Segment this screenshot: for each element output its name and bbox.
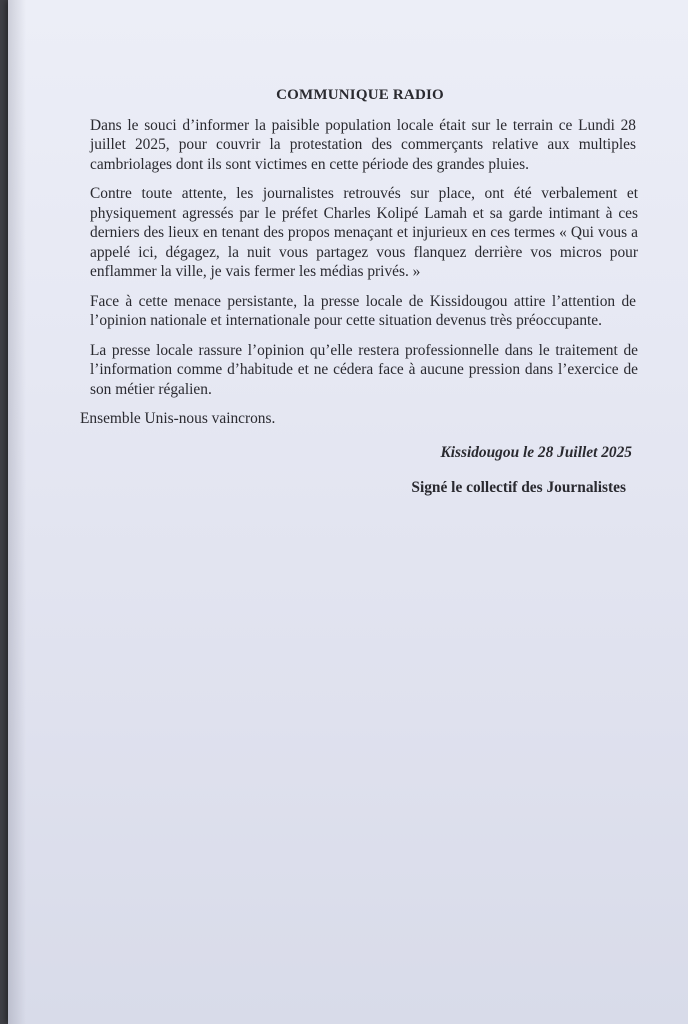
paragraph-alert: Face à cette menace persistante, la presse locale de Kissidougou attire l’attention de l’opinion nationale et internationale pour cette situation devenus très préoccupante. [90,292,636,329]
paragraph-commitment: La presse locale rassure l’opinion qu’elle restera professionnelle dans le traitement de l’information comme d’habitude et ne cédera face à aucune pression dans l’exercice de son métier régalien. [90,341,638,398]
paper-sheet [8,0,688,1024]
signature-line: Signé le collectif des Journalistes [411,479,626,496]
paragraph-incident: Contre toute attente, les journalistes retrouvés sur place, ont été verbalement et physiquement agressés par le préfet Charles Kolipé Lamah et sa garde intimant à ces derniers des lieux en tenant des propos menaçant et injurieux en ces termes « Qui vous a appelé ici, dégagez, la nuit vous partagez vous flanquez derrière vos micros pour enflammer la ville, je vais fermer les médias privés. » [90,185,638,280]
paragraph-context: Dans le souci d’informer la paisible population locale était sur le terrain ce Lundi 28 juillet 2025, pour couvrir la protestation des commerçants relative aux multiples cambriolages dont ils sont victimes en cette période des grandes pluies. [90,116,636,173]
closing-motto: Ensemble Unis-nous vaincrons. [80,410,276,427]
page-edge-shadow [8,0,26,1024]
communique-body [80,86,640,498]
document-title: COMMUNIQUE RADIO [276,87,444,103]
place-date-line: Kissidougou le 28 Juillet 2025 [440,443,632,461]
